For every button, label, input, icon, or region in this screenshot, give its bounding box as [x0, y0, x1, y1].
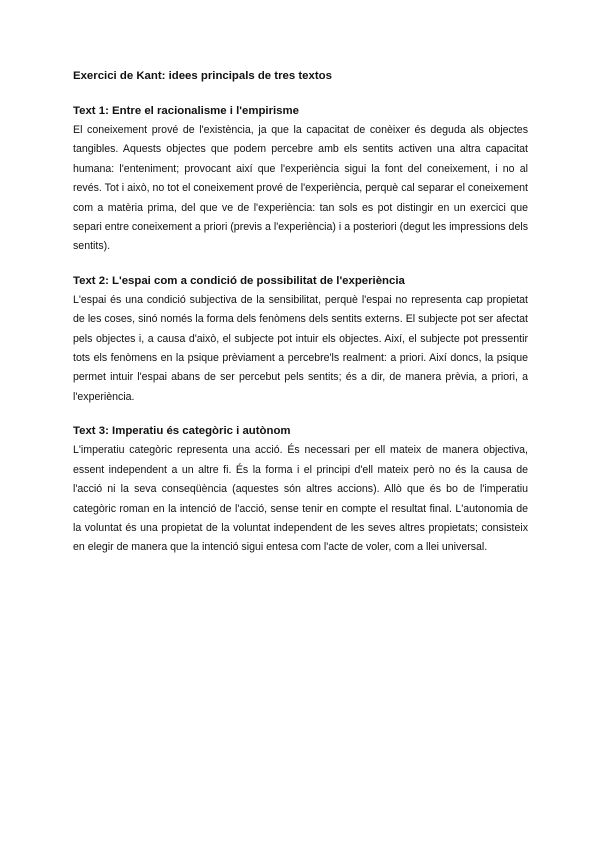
section-text-2: [73, 271, 528, 407]
section-text-3: [73, 421, 528, 557]
document-page: [73, 66, 528, 572]
section-heading: Text 3: Imperatiu és categòric i autònom: [73, 425, 291, 438]
section-paragraph: L'imperatiu categòric representa una acció. És necessari per ell mateix de manera objectiva, essent independent a un altre fi. És la forma i el principi d'ell mateix però no és la causa de l'acció ni la seva conseqüència (aquestes són altres accions). Allò que és bo de l'imperatiu categòric roman en la intenció de l'acció, sense tenir en compte el resultat final. L'autonomia de la voluntat és una propietat de la voluntat independent de les seves altres propietats; consisteix en elegir de manera que la intenció sigui entesa com l'acte de voler, com a llei universal.: [73, 444, 528, 554]
section-heading: Text 1: Entre el racionalisme i l'empirisme: [73, 105, 299, 117]
section-text-1: [73, 101, 528, 257]
document-title: Exercici de Kant: idees principals de tres textos: [73, 70, 332, 82]
section-paragraph: El coneixement prové de l'existència, ja que la capacitat de conèixer és deguda als objectes tangibles. Aquests objectes que podem percebre amb els sentits activen una altra capacitat humana: l'enteniment; provocant així que l'experiència sigui la font del coneixement, i no al revés. Tot i això, no tot el coneixement prové de l'experiència, perquè cal separar el coneixement com a matèria prima, del que ve de l'experiència: tan sols es pot distingir en un exercici que separi entre coneixement a priori (previs a l'experiència) i a posteriori (degut les impressions dels sentits).: [73, 124, 528, 253]
section-heading: Text 2: L'espai com a condició de possibilitat de l'experiència: [73, 274, 405, 287]
section-paragraph: L'espai és una condició subjectiva de la sensibilitat, perquè l'espai no representa cap propietat de les coses, sinó només la forma dels fenòmens dels sentits externs. El subjecte pot ser afectat pels objectes i, a causa d'això, el subjecte pot intuir els objectes. Així, el subjecte pot pressentir tots els fenòmens en la psique prèviament a percebre'ls realment: a priori. Així doncs, la psique permet intuir l'espai abans de ser percebut pels sentits; és a dir, de manera prèvia, a priori, a l'experiència.: [73, 293, 528, 403]
